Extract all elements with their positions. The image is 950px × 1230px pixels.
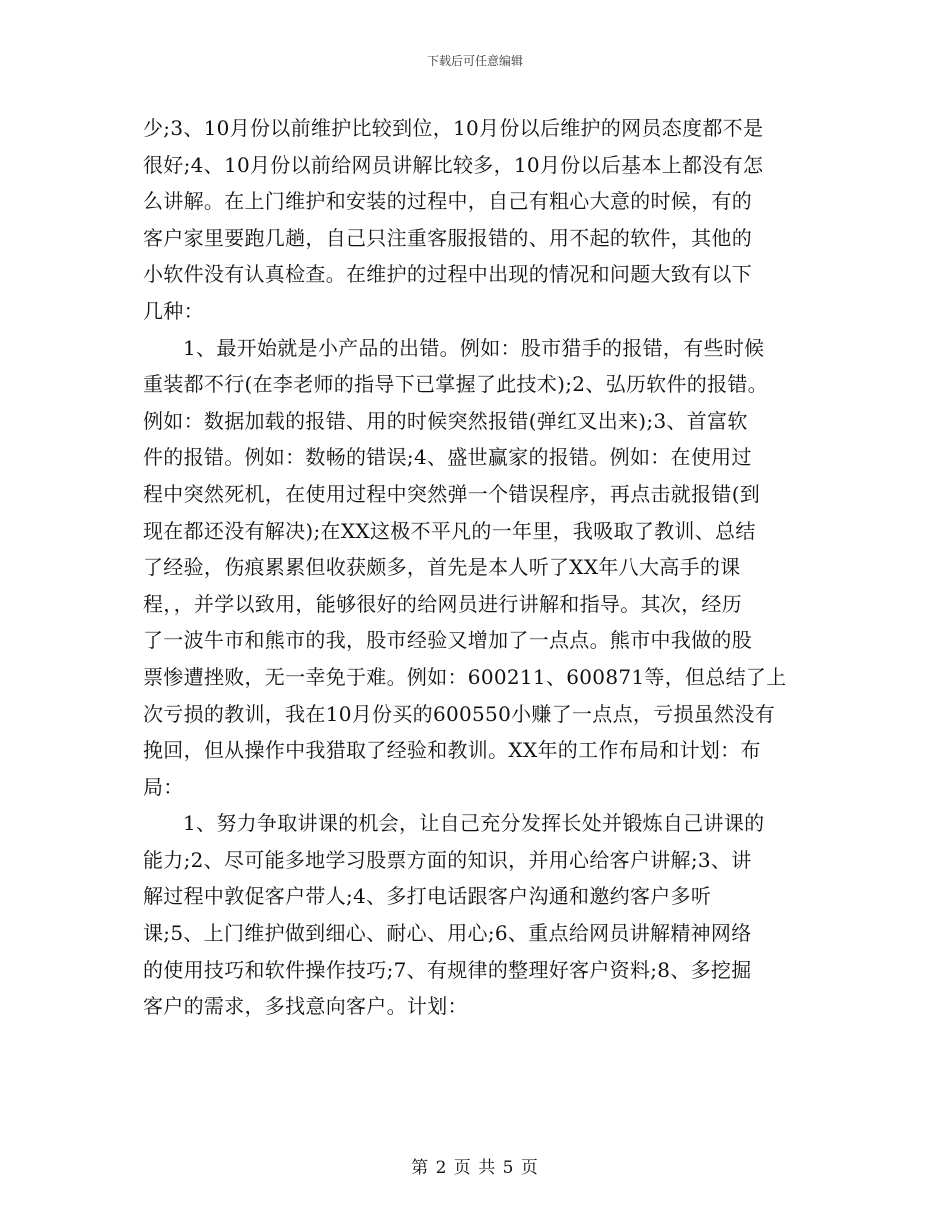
text-line: 了一波牛市和熊市的我，股市经验又增加了一点点。熊市中我做的股: [143, 628, 752, 653]
text-line: 程中突然死机，在使用过程中突然弹一个错误程序，再点击就报错(到: [143, 481, 761, 506]
text-line: 了经验，伤痕累累但收获颇多，首先是本人听了XX年八大高手的课: [143, 555, 741, 580]
text-line: 的使用技巧和软件操作技巧;7、有规律的整理好客户资料;8、多挖掘: [143, 957, 752, 982]
text-line: 1、努力争取讲课的机会，让自己充分发挥长处并锻炼自己讲课的: [183, 811, 765, 836]
text-line: 件的报错。例如：数畅的错误;4、盛世赢家的报错。例如：在使用过: [143, 445, 752, 470]
text-line: 票惨遭挫败，无一幸免于难。例如：600211、600871等，但总结了上: [143, 664, 787, 689]
text-line: 客户的需求，多找意向客户。计划：: [143, 994, 468, 1019]
text-line: 客户家里要跑几趟，自己只注重客服报错的、用不起的软件，其他的: [143, 225, 752, 250]
text-line: 能力;2、尽可能多地学习股票方面的知识，并用心给客户讲解;3、讲: [143, 847, 752, 872]
text-line: 1、最开始就是小产品的出错。例如：股市猎手的报错，有些时候: [183, 335, 765, 360]
text-line: 重装都不行(在李老师的指导下已掌握了此技术);2、弘历软件的报错。: [143, 372, 768, 397]
text-line: 程，，并学以致用，能够很好的给网员进行讲解和指导。其次，经历: [143, 591, 742, 616]
text-line: 挽回，但从操作中我猎取了经验和教训。XX年的工作布局和计划：布: [143, 738, 761, 763]
text-line: 么讲解。在上门维护和安装的过程中，自己有粗心大意的时候，有的: [143, 189, 752, 214]
text-line: 小软件没有认真检查。在维护的过程中出现的情况和问题大致有以下: [143, 262, 752, 287]
text-line: 很好;4、10月份以前给网员讲解比较多，10月份以后基本上都没有怎: [143, 152, 764, 177]
page-number-footer: 第 2 页 共 5 页: [411, 1158, 539, 1178]
document-body: [143, 110, 808, 1025]
paragraph-3: [143, 805, 808, 1025]
paragraph-1: [143, 110, 808, 330]
text-line: 几种：: [143, 298, 204, 323]
text-line: 解过程中敦促客户带人;4、多打电话跟客户沟通和邀约客户多听: [143, 884, 712, 909]
text-line: 少;3、10月份以前维护比较到位，10月份以后维护的网员态度都不是: [143, 116, 764, 140]
text-line: 现在都还没有解决);在XX这极不平凡的一年里，我吸取了教训、总结: [143, 518, 756, 543]
text-line: 课;5、上门维护做到细心、耐心、用心;6、重点给网员讲解精神网络: [143, 921, 752, 946]
text-line: 局：: [143, 774, 184, 799]
page-header: 下载后可任意编辑: [426, 54, 523, 68]
text-line: 例如：数据加载的报错、用的时候突然报错(弹红叉出来);3、首富软: [143, 408, 748, 433]
text-line: 次亏损的教训，我在10月份买的600550小赚了一点点，亏损虽然没有: [143, 701, 775, 726]
paragraph-2: [143, 330, 808, 806]
